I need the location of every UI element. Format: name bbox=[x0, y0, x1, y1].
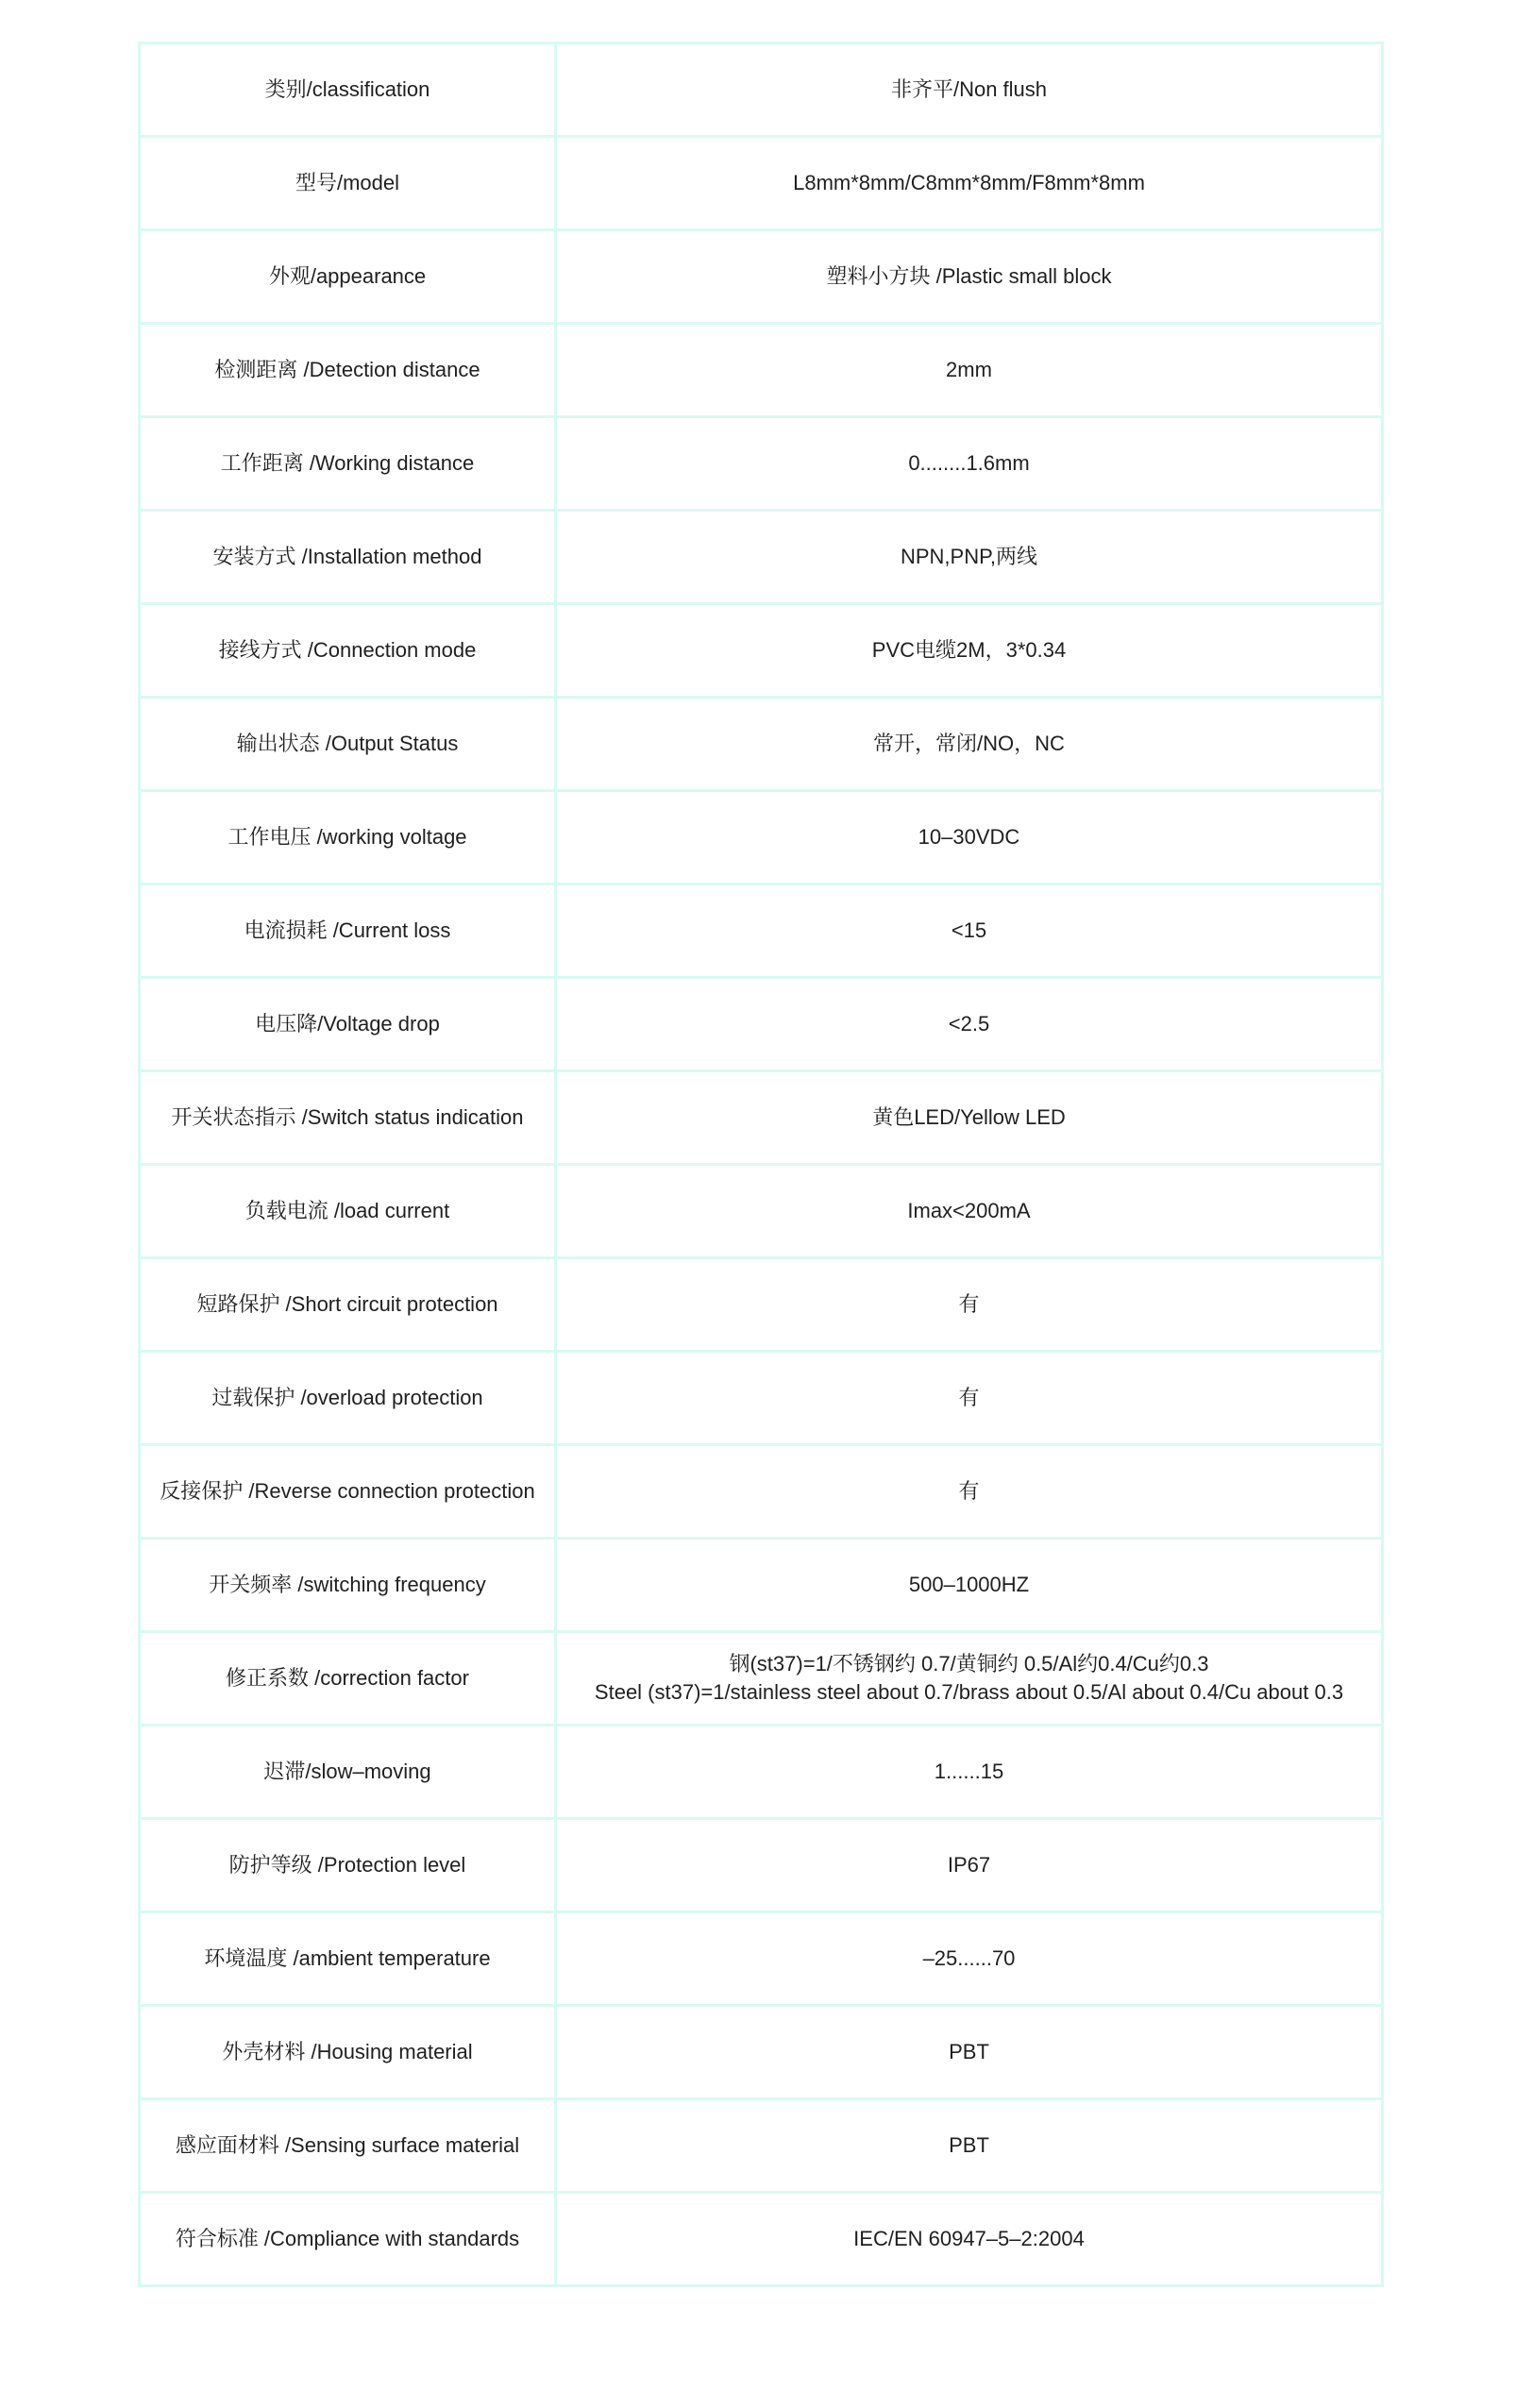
spec-label: 负载电流 /load current bbox=[244, 1199, 450, 1222]
table-row bbox=[140, 2006, 1383, 2099]
table-row bbox=[140, 1445, 1383, 1539]
spec-value: PBT bbox=[949, 2133, 989, 2157]
spec-label: 检测距离 /Detection distance bbox=[214, 358, 480, 381]
spec-table bbox=[138, 42, 1384, 2287]
spec-value: L8mm*8mm/C8mm*8mm/F8mm*8mm bbox=[793, 171, 1145, 194]
spec-value-cell bbox=[556, 2099, 1383, 2193]
spec-value: 钢(st37)=1/不锈钢约 0.7/黄铜约 0.5/Al约0.4/Cu约0.3 bbox=[729, 1652, 1209, 1675]
spec-label: 环境温度 /ambient temperature bbox=[204, 1946, 491, 1970]
spec-value: 有 bbox=[958, 1292, 980, 1316]
spec-label-cell bbox=[140, 1912, 556, 2006]
spec-value: –25......70 bbox=[922, 1946, 1016, 1970]
spec-value-cell bbox=[556, 1726, 1383, 1819]
spec-label: 电压降/Voltage drop bbox=[255, 1012, 440, 1036]
spec-value-cell bbox=[556, 791, 1383, 884]
spec-value: 塑料小方块 /Plastic small block bbox=[826, 264, 1112, 288]
spec-value: <15 bbox=[951, 918, 987, 942]
spec-label-cell bbox=[140, 1445, 556, 1539]
spec-label: 安装方式 /Installation method bbox=[212, 545, 482, 568]
spec-label: 工作电压 /working voltage bbox=[227, 825, 467, 849]
spec-value: 10–30VDC bbox=[918, 825, 1020, 849]
spec-label: 迟滞/slow–moving bbox=[263, 1760, 431, 1783]
spec-label-cell bbox=[140, 1165, 556, 1258]
spec-value-cell bbox=[556, 43, 1383, 137]
table-row bbox=[140, 1071, 1383, 1165]
spec-label: 修正系数 /correction factor bbox=[226, 1666, 469, 1690]
table-row bbox=[140, 978, 1383, 1071]
spec-value: 2mm bbox=[946, 358, 992, 381]
spec-label: 反接保护 /Reverse connection protection bbox=[160, 1479, 535, 1503]
spec-table-body bbox=[140, 43, 1383, 2286]
table-row bbox=[140, 1726, 1383, 1819]
spec-label-cell bbox=[140, 2193, 556, 2286]
spec-label: 短路保护 /Short circuit protection bbox=[196, 1292, 498, 1316]
spec-value: PBT bbox=[949, 2040, 989, 2063]
spec-value: 非齐平/Non flush bbox=[890, 77, 1048, 101]
spec-value: 500–1000HZ bbox=[908, 1573, 1030, 1596]
spec-label-cell bbox=[140, 884, 556, 978]
spec-value-cell bbox=[556, 604, 1383, 698]
table-row bbox=[140, 1165, 1383, 1258]
spec-label-cell bbox=[140, 1539, 556, 1632]
spec-label: 开关频率 /switching frequency bbox=[209, 1573, 486, 1596]
spec-label: 工作距离 /Working distance bbox=[220, 451, 475, 475]
table-row bbox=[140, 698, 1383, 791]
table-row bbox=[140, 1258, 1383, 1352]
table-row bbox=[140, 137, 1383, 230]
spec-label: 符合标准 /Compliance with standards bbox=[175, 2227, 520, 2250]
spec-value: Steel (st37)=1/stainless steel about 0.7/brass about 0.5/Al about 0.4/Cu about 0.3 bbox=[594, 1680, 1344, 1704]
spec-value: <2.5 bbox=[948, 1012, 990, 1036]
table-row bbox=[140, 43, 1383, 137]
spec-value: 0........1.6mm bbox=[908, 451, 1030, 475]
spec-value-cell bbox=[556, 1539, 1383, 1632]
spec-label: 接线方式 /Connection mode bbox=[218, 638, 477, 662]
spec-label-cell bbox=[140, 324, 556, 417]
spec-value-cell bbox=[556, 978, 1383, 1071]
spec-label-cell bbox=[140, 137, 556, 230]
table-row bbox=[140, 884, 1383, 978]
spec-value: NPN,PNP,两线 bbox=[900, 545, 1038, 568]
spec-label: 外壳材料 /Housing material bbox=[222, 2040, 473, 2063]
spec-value-cell bbox=[556, 1632, 1383, 1726]
spec-value: 黄色LED/Yellow LED bbox=[872, 1105, 1066, 1129]
spec-label: 输出状态 /Output Status bbox=[236, 732, 459, 755]
spec-value-cell bbox=[556, 324, 1383, 417]
spec-value-cell bbox=[556, 137, 1383, 230]
table-row bbox=[140, 2193, 1383, 2286]
spec-value-cell bbox=[556, 698, 1383, 791]
table-row bbox=[140, 230, 1383, 324]
table-row bbox=[140, 1352, 1383, 1445]
table-row bbox=[140, 324, 1383, 417]
table-row bbox=[140, 604, 1383, 698]
spec-label: 类别/classification bbox=[264, 77, 430, 101]
spec-label: 开关状态指示 /Switch status indication bbox=[171, 1105, 524, 1129]
spec-value: Imax<200mA bbox=[907, 1199, 1031, 1222]
table-row bbox=[140, 417, 1383, 511]
spec-value: 有 bbox=[958, 1386, 980, 1409]
spec-value: 有 bbox=[958, 1479, 980, 1503]
table-row bbox=[140, 511, 1383, 604]
spec-label-cell bbox=[140, 2006, 556, 2099]
spec-label-cell bbox=[140, 978, 556, 1071]
spec-label-cell bbox=[140, 698, 556, 791]
spec-value-cell bbox=[556, 1445, 1383, 1539]
spec-label-cell bbox=[140, 1819, 556, 1912]
spec-value-cell bbox=[556, 1819, 1383, 1912]
spec-label-cell bbox=[140, 1258, 556, 1352]
spec-label-cell bbox=[140, 511, 556, 604]
table-row bbox=[140, 1912, 1383, 2006]
spec-value-cell bbox=[556, 1352, 1383, 1445]
spec-value-cell bbox=[556, 1912, 1383, 2006]
spec-value-cell bbox=[556, 511, 1383, 604]
spec-value-cell bbox=[556, 884, 1383, 978]
spec-label: 感应面材料 /Sensing surface material bbox=[175, 2133, 520, 2157]
spec-value-cell bbox=[556, 230, 1383, 324]
spec-label-cell bbox=[140, 1071, 556, 1165]
spec-value-cell bbox=[556, 1165, 1383, 1258]
spec-value: PVC电缆2M，3*0.34 bbox=[871, 638, 1067, 662]
spec-label: 过载保护 /overload protection bbox=[211, 1386, 483, 1409]
spec-label: 电流损耗 /Current loss bbox=[244, 918, 451, 942]
spec-value: 1......15 bbox=[934, 1760, 1004, 1783]
spec-value: 常开，常闭/NO，NC bbox=[873, 732, 1065, 755]
spec-label-cell bbox=[140, 1632, 556, 1726]
spec-label-cell bbox=[140, 791, 556, 884]
spec-label-cell bbox=[140, 43, 556, 137]
spec-value-cell bbox=[556, 417, 1383, 511]
table-row bbox=[140, 1819, 1383, 1912]
spec-label: 防护等级 /Protection level bbox=[228, 1853, 466, 1877]
spec-value: IEC/EN 60947–5–2:2004 bbox=[853, 2227, 1085, 2250]
spec-label-cell bbox=[140, 1726, 556, 1819]
spec-label-cell bbox=[140, 1352, 556, 1445]
table-row bbox=[140, 1539, 1383, 1632]
spec-label-cell bbox=[140, 230, 556, 324]
spec-label-cell bbox=[140, 2099, 556, 2193]
spec-label: 型号/model bbox=[295, 171, 400, 194]
table-row bbox=[140, 2099, 1383, 2193]
spec-value-cell bbox=[556, 1258, 1383, 1352]
spec-value-cell bbox=[556, 2006, 1383, 2099]
spec-label-cell bbox=[140, 417, 556, 511]
spec-value: IP67 bbox=[947, 1853, 991, 1877]
spec-value-cell bbox=[556, 1071, 1383, 1165]
spec-value-cell bbox=[556, 2193, 1383, 2286]
table-row bbox=[140, 791, 1383, 884]
spec-label-cell bbox=[140, 604, 556, 698]
table-row bbox=[140, 1632, 1383, 1726]
spec-label: 外观/appearance bbox=[268, 264, 427, 288]
